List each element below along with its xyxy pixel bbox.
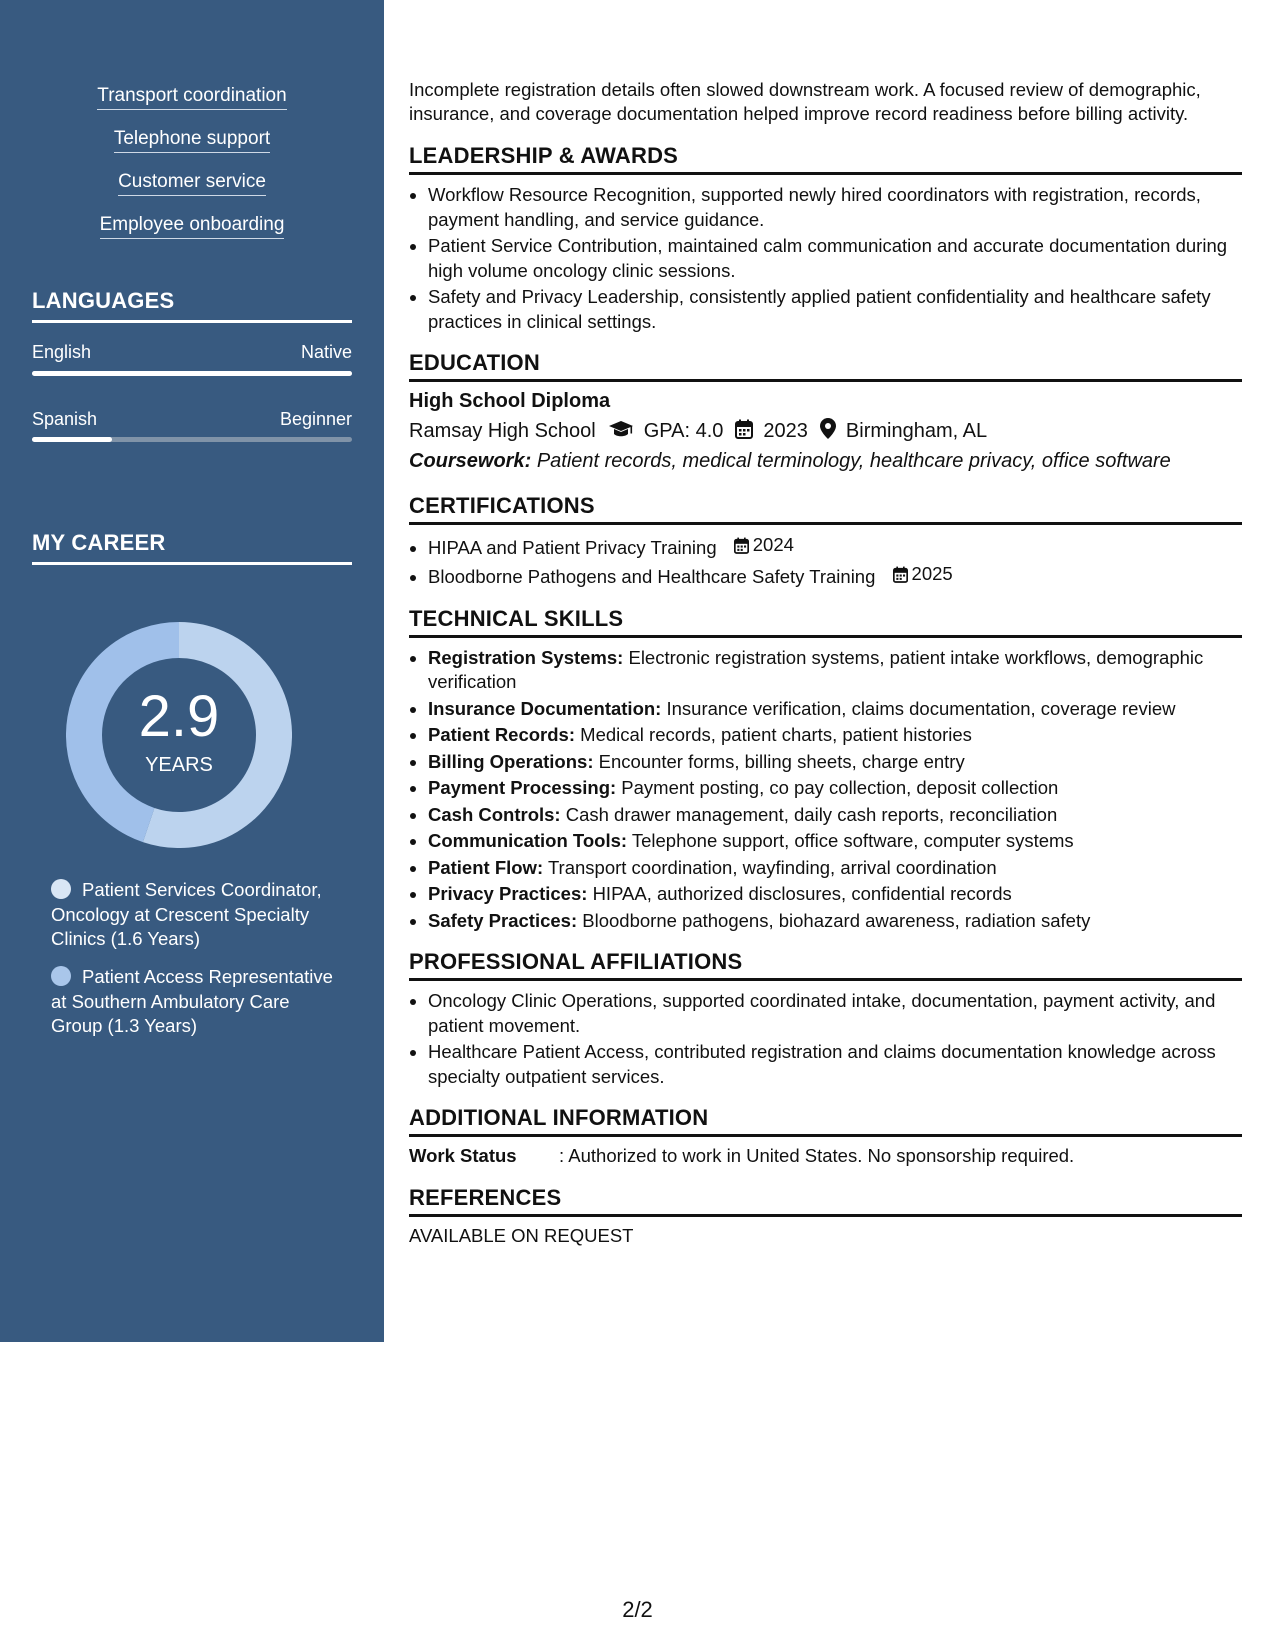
certification-date: [734, 533, 794, 558]
certification-name: HIPAA and Patient Privacy Training: [428, 536, 717, 558]
list-item: [428, 750, 1242, 775]
list-item: • Workflow Resource Recognition, supported newly hired coordinators with registration, records, payment handling, and service guidance.: [428, 183, 1242, 232]
career-dot-icon: [51, 966, 71, 986]
certifications-heading: CERTIFICATIONS: [409, 493, 1242, 525]
graduation-cap-icon: [608, 420, 634, 444]
skill-label: Patient Flow:: [428, 856, 544, 878]
list-item: [428, 856, 1242, 881]
skill-label: Privacy Practices:: [428, 883, 588, 904]
career-item: [51, 878, 336, 952]
list-item: • Oncology Clinic Operations, supported coordinated intake, documentation, payment activity, and patient movement.: [428, 989, 1242, 1038]
work-status-row: [409, 1145, 1242, 1167]
main-content: [409, 78, 1242, 1247]
career-heading: MY CAREER: [32, 530, 352, 565]
skill-text: Bloodborne pathogens, biohazard awareness, radiation safety: [582, 909, 1091, 931]
language-proficiency-fill: [32, 371, 352, 376]
career-item-text: Patient Access Representative at Southern Ambulatory Care Group (1.3 Years): [51, 966, 333, 1036]
list-item: [428, 829, 1242, 854]
gpa: GPA: 4.0: [643, 420, 724, 442]
language-proficiency-bar: [32, 437, 352, 442]
calendar-icon: [734, 537, 749, 554]
location-pin-icon: [820, 418, 836, 445]
education-heading: EDUCATION: [409, 350, 1242, 382]
intro-paragraph: Incomplete registration details often slowed downstream work. A focused review of demographic, insurance, and coverage documentation helped improve record readiness before billing activity.: [409, 79, 1201, 124]
language-proficiency-fill: [32, 437, 112, 442]
certification-name: Bloodborne Pathogens and Healthcare Safety Training: [428, 566, 876, 587]
skill-text: Telephone support, office software, computer systems: [631, 830, 1074, 851]
language-name: English: [32, 342, 92, 362]
skill-link[interactable]: Customer service: [118, 170, 266, 196]
career-item-text: Patient Services Coordinator, Oncology at Crescent Specialty Clinics (1.6 Years): [51, 879, 322, 949]
skill-label: Billing Operations:: [428, 750, 594, 772]
coursework-label: Coursework:: [409, 450, 532, 472]
technical-skills-heading: TECHNICAL SKILLS: [409, 606, 1242, 638]
list-item: [428, 646, 1242, 695]
sidebar: [0, 0, 384, 1342]
list-item: [428, 882, 1242, 907]
list-item: [428, 723, 1242, 748]
school-name: Ramsay High School: [409, 420, 596, 442]
career-item: [51, 965, 336, 1039]
page-number: 2/2: [622, 1597, 653, 1622]
list-item: • Safety and Privacy Leadership, consistently applied patient confidentiality and healthcare safety practices in clinical settings.: [428, 285, 1242, 334]
certification-year: 2025: [911, 563, 953, 585]
skill-link[interactable]: Transport coordination: [97, 84, 286, 110]
technical-skills-list: [409, 646, 1242, 934]
work-status-label: Work Status: [409, 1145, 517, 1166]
certifications-list: [409, 533, 1242, 590]
skill-text: Medical records, patient charts, patient histories: [580, 724, 972, 745]
skill-text: Transport coordination, wayfinding, arrival coordination: [547, 856, 997, 878]
list-item: [428, 533, 1242, 560]
skill-link[interactable]: Telephone support: [114, 127, 270, 153]
skill-label: Payment Processing:: [428, 777, 617, 798]
references-text: AVAILABLE ON REQUEST: [409, 1225, 634, 1246]
degree-title: High School Diploma: [409, 390, 611, 412]
leadership-heading: LEADERSHIP & AWARDS: [409, 143, 1242, 175]
education-details: [409, 418, 1242, 445]
additional-info-heading: ADDITIONAL INFORMATION: [409, 1105, 1242, 1137]
skill-text: Cash drawer management, daily cash reports, reconciliation: [565, 803, 1058, 825]
skill-text: Payment posting, co pay collection, deposit collection: [621, 777, 1059, 798]
language-level: Beginner: [279, 409, 352, 429]
career-total-unit: YEARS: [145, 754, 213, 776]
school-location: Birmingham, AL: [845, 420, 988, 442]
skill-link[interactable]: Employee onboarding: [100, 213, 285, 239]
coursework-text: Patient records, medical terminology, healthcare privacy, office software: [536, 450, 1171, 472]
language-proficiency-bar: [32, 371, 352, 376]
list-item: [428, 562, 1242, 589]
career-dot-icon: [51, 879, 71, 899]
skill-label: Safety Practices:: [428, 909, 578, 931]
calendar-icon: [735, 419, 753, 445]
skill-label: Insurance Documentation:: [428, 697, 662, 719]
skills-list: [0, 84, 384, 256]
skill-text: HIPAA, authorized disclosures, confidential records: [592, 883, 1012, 904]
language-name: Spanish: [32, 409, 98, 429]
list-item: • Patient Service Contribution, maintained calm communication and accurate documentation during high volume oncology clinic sessions.: [428, 234, 1242, 283]
language-row: [32, 409, 352, 430]
list-item: [428, 909, 1242, 934]
affiliations-heading: PROFESSIONAL AFFILIATIONS: [409, 949, 1242, 981]
skill-label: Patient Records:: [428, 724, 576, 745]
languages-heading: LANGUAGES: [32, 288, 352, 323]
list-item: • Healthcare Patient Access, contributed registration and claims documentation knowledge across specialty outpatient services.: [428, 1040, 1242, 1089]
calendar-icon: [893, 566, 908, 583]
affiliations-list: [409, 989, 1242, 1089]
certification-year: 2024: [752, 534, 794, 555]
references-heading: REFERENCES: [409, 1185, 1242, 1217]
list-item: [428, 776, 1242, 801]
work-status-value: : Authorized to work in United States. No sponsorship required.: [559, 1145, 1075, 1166]
certification-date: [893, 562, 953, 587]
career-donut-chart: [66, 622, 292, 848]
language-row: [32, 342, 352, 363]
leadership-list: [409, 183, 1242, 334]
list-item: [428, 803, 1242, 828]
graduation-year: 2023: [763, 420, 808, 442]
skill-text: Encounter forms, billing sheets, charge entry: [598, 750, 965, 772]
skill-label: Registration Systems:: [428, 646, 624, 668]
career-total-years: 2.9: [138, 684, 220, 749]
skill-text: Electronic registration systems, patient intake workflows, demographic verification: [428, 646, 1204, 692]
coursework: [409, 450, 1242, 473]
language-level: Native: [300, 342, 352, 362]
skill-label: Cash Controls:: [428, 803, 561, 825]
skill-label: Communication Tools:: [428, 830, 628, 851]
skill-text: Insurance verification, claims documentation, coverage review: [666, 697, 1176, 719]
list-item: [428, 697, 1242, 722]
